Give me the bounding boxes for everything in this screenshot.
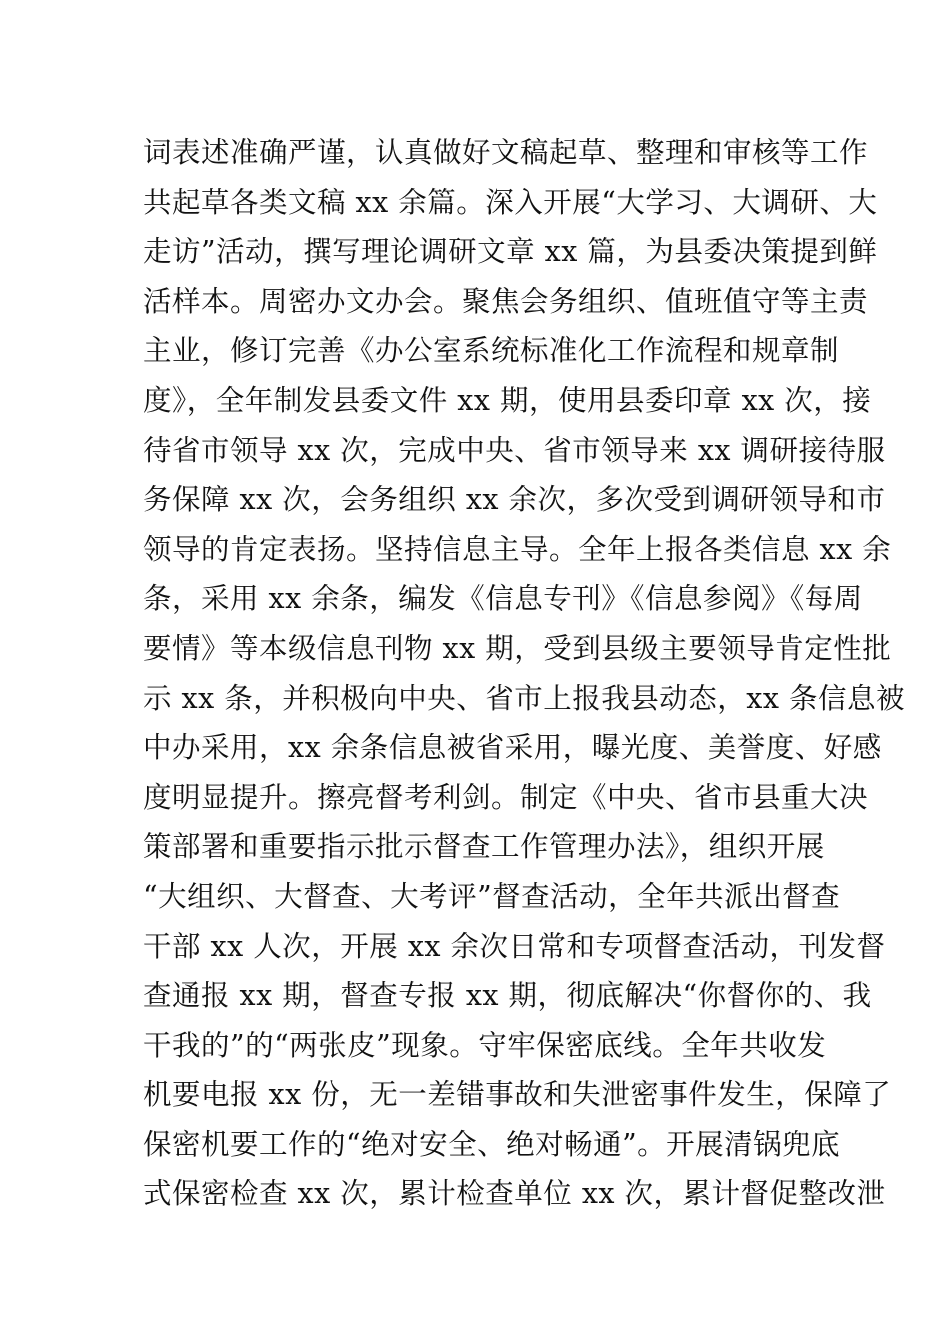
text-line: 词表述准确严谨，认真做好文稿起草、整理和审核等工作 (143, 136, 869, 169)
text-line: “大组织、大督查、大考评”督查活动，全年共派出督查 (143, 879, 841, 913)
text-line: 式保密检查 xx 次，累计检查单位 xx 次，累计督促整改泄 (143, 1177, 886, 1211)
text-line: 干我的”的“两张皮”现象。守牢保密底线。全年共收发 (143, 1028, 827, 1062)
text-line: 度明显提升。擦亮督考利剑。制定《中央、省市县重大决 (143, 780, 869, 814)
text-line: 策部署和重要指示批示督查工作管理办法》，组织开展 (143, 830, 825, 864)
text-line: 要情》等本级信息刊物 xx 期，受到县级主要领导肯定性批 (143, 631, 892, 665)
text-line: 走访”活动，撰写理论调研文章 xx 篇，为县委决策提到鲜 (143, 235, 878, 269)
text-line: 干部 xx 人次，开展 xx 余次日常和专项督查活动，刊发督 (143, 929, 886, 963)
text-line: 保密机要工作的“绝对安全、绝对畅通”。开展清锅兜底 (143, 1127, 841, 1161)
text-line: 条，采用 xx 余条，编发《信息专刊》《信息参阅》《每周 (143, 582, 863, 616)
text-line: 度》，全年制发县委文件 xx 期，使用县委印章 xx 次，接 (143, 383, 872, 417)
body-text (143, 128, 905, 1219)
text-line: 活样本。周密办文办会。聚焦会务组织、值班值守等主责 (143, 284, 869, 318)
text-line: 待省市领导 xx 次，完成中央、省市领导来 xx 调研接待服 (143, 433, 886, 467)
text-line: 机要电报 xx 份，无一差错事故和失泄密事件发生，保障了 (143, 1078, 892, 1112)
text-line: 示 xx 条，并积极向中央、省市上报我县动态，xx 条信息被 (143, 681, 905, 715)
text-line: 中办采用，xx 余条信息被省采用，曝光度、美誉度、好感 (143, 731, 882, 765)
text-line: 共起草各类文稿 xx 余篇。深入开展“大学习、大调研、大 (143, 185, 878, 219)
text-line: 务保障 xx 次，会务组织 xx 余次，多次受到调研领导和市 (143, 483, 886, 517)
text-line: 查通报 xx 期，督查专报 xx 期，彻底解决“你督你的、我 (143, 979, 872, 1013)
text-line: 领导的肯定表扬。坚持信息主导。全年上报各类信息 xx 余 (143, 532, 892, 566)
text-line: 主业，修订完善《办公室系统标准化工作流程和规章制 (143, 334, 840, 368)
